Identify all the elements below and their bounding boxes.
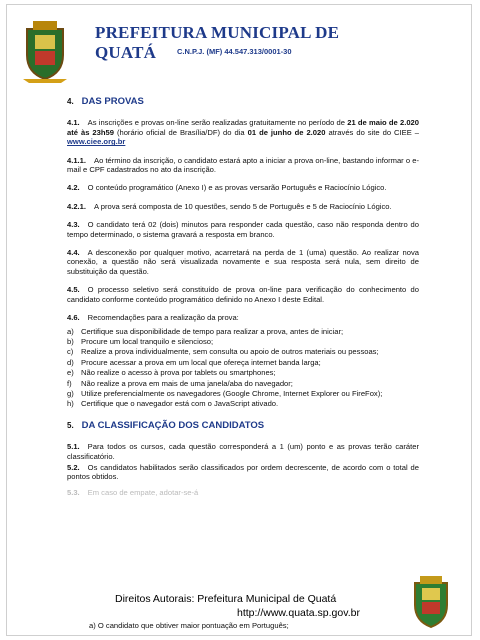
paragraph-4-2 <box>67 183 419 192</box>
item-letter: f) <box>67 378 72 388</box>
municipal-seal-icon <box>409 575 453 629</box>
bold-text: 21 de maio de 2.020 até às 23h59 <box>67 118 419 137</box>
section-title: DAS PROVAS <box>81 96 144 107</box>
document-page <box>6 4 472 636</box>
text: Ao término da inscrição, o candidato estará apto a iniciar a prova on-line, bastando informar o e-mail e CPF cadastrados no ato da inscrição. <box>67 155 419 175</box>
paragraph-5-1 <box>67 442 419 461</box>
paragraph-number: 5.2. <box>67 462 80 472</box>
paragraph-4-1-1 <box>67 156 419 175</box>
item-a-criterion <box>89 621 289 630</box>
coat-of-arms-icon <box>21 19 69 83</box>
letterhead <box>7 5 471 97</box>
paragraph-number: 4.1. <box>67 118 80 128</box>
list-item <box>67 347 419 356</box>
text: Recomendações para a realização da prova: <box>87 313 239 323</box>
section-5-heading <box>67 421 419 430</box>
recommendations-list <box>67 327 419 409</box>
text: Para todos os cursos, cada questão corresponderá a 1 (um) ponto e as provas terão caráter classificatório. <box>67 442 419 461</box>
section-title: DA CLASSIFICAÇÃO DOS CANDIDATOS <box>81 419 265 431</box>
section-number: 5. <box>67 420 74 430</box>
bold-text: 01 de junho de 2.020 <box>247 127 326 137</box>
item-text: O candidato que obtiver maior pontuação em Português; <box>97 621 289 630</box>
paragraph-number: 4.1.1. <box>67 155 86 165</box>
text: As inscrições e provas on-line serão realizadas gratuitamente no período de <box>87 118 348 128</box>
list-item <box>67 358 419 367</box>
section-number: 4. <box>67 97 74 106</box>
item-text: Procure acessar a prova em um local que ofereça internet banda larga; <box>81 357 321 367</box>
website-url: http://www.quata.sp.gov.br <box>237 607 360 619</box>
item-text: Certifique sua disponibilidade de tempo para realizar a prova, antes de iniciar; <box>81 326 344 336</box>
list-item <box>67 379 419 388</box>
text: através do site do CIEE – <box>325 127 419 137</box>
org-name: PREFEITURA MUNICIPAL DE QUATÁ <box>95 23 340 62</box>
text: O processo seletivo será constituído de prova on-line para verificação do conhecimento do candidato conforme conteúdo programático definido no Anexo I deste Edital. <box>67 285 419 304</box>
paragraph-4-3 <box>67 220 419 239</box>
list-item <box>67 327 419 336</box>
paragraph-number: 4.6. <box>67 313 80 323</box>
section-4-heading <box>67 97 419 106</box>
paragraph-number: 4.5. <box>67 285 80 295</box>
text: A desconexão por qualquer motivo, acarretará na perda de 1 (uma) questão. Ao realizar nova conexão, a questão não será visualizada novamente e sua resposta será nula, sem direito de substituição da questão. <box>67 248 419 276</box>
item-text: Não realize a prova em mais de uma janela/aba do navegador; <box>81 378 293 388</box>
paragraph-number: 5.3. <box>67 487 80 497</box>
paragraph-number: 5.1. <box>67 442 80 452</box>
item-text: Realize a prova individualmente, sem consulta ou apoio de outros materiais ou pessoas; <box>81 347 379 357</box>
text: O candidato terá 02 (dois) minutos para responder cada questão, caso não responda dentro do tempo determinado, o sistema gravará a resposta em branco. <box>67 220 419 239</box>
paragraph-number: 4.2.1. <box>67 201 86 211</box>
copyright-notice: Direitos Autorais: Prefeitura Municipal de Quatá <box>115 593 337 605</box>
item-letter: a) <box>67 326 74 336</box>
item-text: Não realize o acesso à prova por tablets ou smartphones; <box>81 368 276 378</box>
item-letter: e) <box>67 368 74 378</box>
paragraph-5-2 <box>67 463 419 482</box>
item-text: Procure um local tranquilo e silencioso; <box>81 336 214 346</box>
text: O conteúdo programático (Anexo I) e as provas versarão Português e Raciocínio Lógico. <box>87 183 387 193</box>
item-letter: b) <box>67 336 74 346</box>
paragraph-4-1 <box>67 118 419 146</box>
document-body <box>67 97 419 506</box>
cnpj: C.N.P.J. (MF) 44.547.313/0001-30 <box>177 47 292 56</box>
paragraph-5-3 <box>67 488 419 497</box>
paragraph-number: 4.2. <box>67 183 80 193</box>
item-letter: d) <box>67 357 74 367</box>
paragraph-number: 4.3. <box>67 220 80 230</box>
item-letter: a) <box>89 621 96 630</box>
item-letter: c) <box>67 347 74 357</box>
paragraph-4-2-1 <box>67 202 419 211</box>
paragraph-4-6 <box>67 313 419 322</box>
item-letter: g) <box>67 388 74 398</box>
item-text: Certifique que o navegador está com o JavaScript ativado. <box>81 399 279 409</box>
paragraph-number: 4.4. <box>67 248 80 258</box>
list-item <box>67 389 419 398</box>
text: (horário oficial de Brasília/DF) do dia <box>113 127 248 137</box>
item-letter: h) <box>67 399 74 409</box>
paragraph-4-5 <box>67 285 419 304</box>
item-text: Utilize preferencialmente os navegadores (Google Chrome, Internet Explorer ou FireFox); <box>81 388 383 398</box>
paragraph-4-4 <box>67 248 419 276</box>
list-item <box>67 337 419 346</box>
list-item <box>67 368 419 377</box>
text: Em caso de empate, adotar-se-á <box>87 487 199 497</box>
list-item <box>67 399 419 408</box>
text: Os candidatos habilitados serão classificados por ordem decrescente, de acordo com o total de pontos obtidos. <box>67 462 419 482</box>
text: A prova será composta de 10 questões, sendo 5 de Português e 5 de Raciocínio Lógico. <box>94 201 392 211</box>
ciee-link[interactable]: www.ciee.org.br <box>67 137 126 147</box>
